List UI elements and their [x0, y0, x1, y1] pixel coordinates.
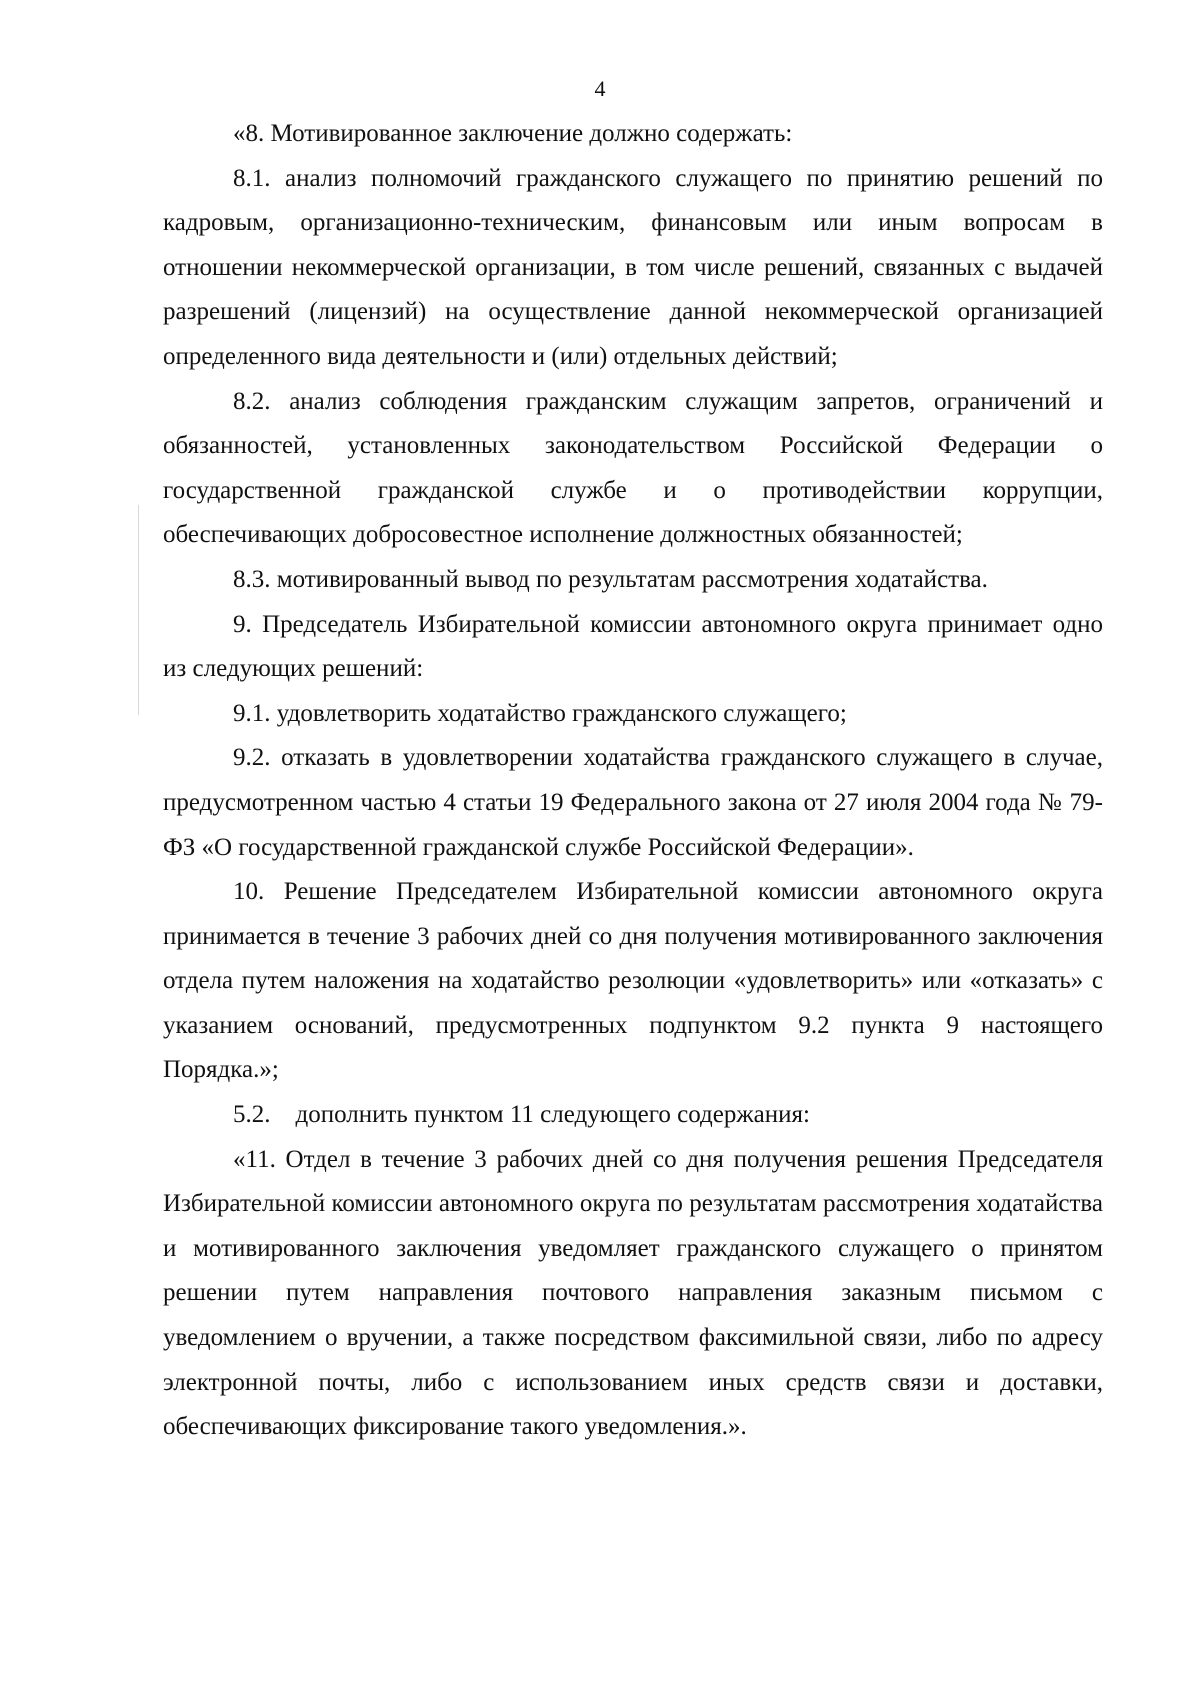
- scan-artifact-line: [138, 505, 139, 715]
- paragraph-8-1: 8.1. анализ полномочий гражданского служащего по принятию решений по кадровым, организационно-техническим, финансовым или иным вопросам в отношении некоммерческой организации, в том числе решений, связанных с выдачей разрешений (лицензий) на осуществление данной некоммерческой организацией определенного вида деятельности и (или) отдельных действий;: [163, 164, 1103, 370]
- paragraph-11: «11. Отдел в течение 3 рабочих дней со дня получения решения Председателя Избирательной комиссии автономного округа по результатам рассмотрения ходатайства и мотивированного заключения уведомляет гражданского служащего о принятом решении путем направления почтового направления заказным письмом с уведомлением о вручении, а также посредством факсимильной связи, либо по адресу электронной почты, либо с использованием иных средств связи и доставки, обеспечивающих фиксирование такого уведомления.».: [163, 1145, 1103, 1441]
- paragraph-5-2: 5.2. дополнить пунктом 11 следующего содержания:: [233, 1101, 810, 1129]
- paragraph-10: 10. Решение Председателем Избирательной комиссии автономного округа принимается в течение 3 рабочих дней со дня получения мотивированного заключения отдела путем наложения на ходатайство резолюции «удовлетворить» или «отказать» с указанием оснований, предусмотренных подпунктом 9.2 пункта 9 настоящего Порядка.»;: [163, 878, 1103, 1084]
- paragraph-8-2: 8.2. анализ соблюдения гражданским служащим запретов, ограничений и обязанностей, установленных законодательством Российской Федерации о государственной гражданской службе и о противодействии коррупции, обеспечивающих добросовестное исполнение должностных обязанностей;: [163, 387, 1103, 549]
- paragraph-9-2: 9.2. отказать в удовлетворении ходатайства гражданского служащего в случае, предусмотренном частью 4 статьи 19 Федерального закона от 27 июля 2004 года № 79-ФЗ «О государственной гражданской службе Российской Федерации».: [163, 744, 1103, 861]
- document-body: [163, 112, 1103, 1450]
- paragraph-9: 9. Председатель Избирательной комиссии автономного округа принимает одно из следующих решений:: [163, 610, 1103, 683]
- paragraph-8-3: 8.3. мотивированный вывод по результатам рассмотрения ходатайства.: [233, 565, 988, 593]
- paragraph-9-1: 9.1. удовлетворить ходатайство гражданского служащего;: [233, 699, 847, 727]
- paragraph-8-heading: «8. Мотивированное заключение должно содержать:: [233, 120, 793, 147]
- page-number: 4: [594, 76, 606, 101]
